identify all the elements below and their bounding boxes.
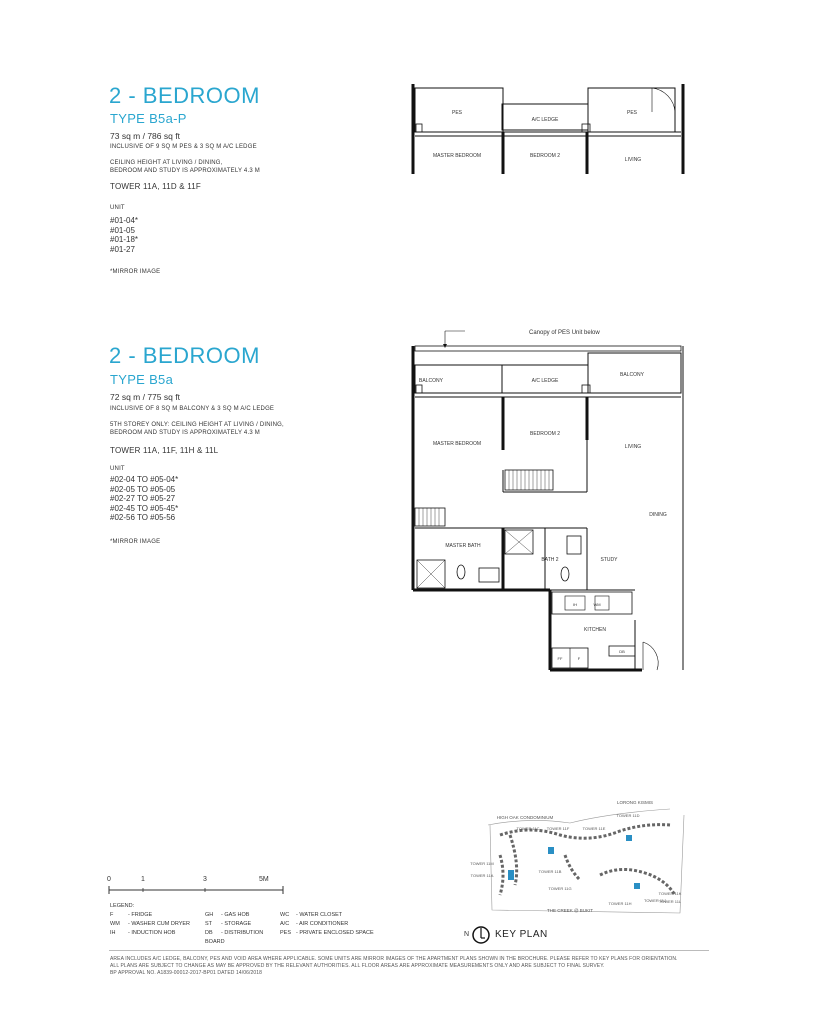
scale-tick-label: 1	[141, 876, 145, 883]
label-ac-ledge: A/C LEDGE	[531, 117, 559, 123]
label-kitchen: KITCHEN	[584, 627, 606, 633]
section2-unit-label: UNIT	[110, 466, 125, 472]
unit-item: #02-56 TO #05-56	[110, 513, 176, 522]
svg-text:TOWER 11E: TOWER 11E	[582, 826, 606, 831]
north-arrow-icon	[471, 925, 491, 945]
unit-item: #01-27	[110, 244, 135, 254]
svg-text:TOWER 11G: TOWER 11G	[548, 886, 572, 891]
label-bath2: BATH 2	[541, 557, 559, 563]
floor-plan-b5a-p	[405, 84, 690, 174]
unit-item: #02-45 TO #05-45*	[110, 503, 179, 513]
highlight-unit	[626, 835, 632, 841]
label-high-oak: HIGH OAK CONDOMINIUM	[496, 815, 554, 820]
label-living: LIVING	[624, 444, 642, 450]
unit-item: #02-05 TO #05-05	[110, 484, 176, 494]
label-living: LIVING	[624, 157, 642, 163]
key-plan-title	[464, 925, 594, 947]
section1-inclusive: INCLUSIVE OF 9 SQ M PES & 3 SQ M A/C LEDGE	[110, 144, 257, 150]
unit-item: #01-05	[110, 225, 135, 235]
svg-text:TOWER 11J: TOWER 11J	[643, 898, 667, 903]
section2-type: TYPE B5a	[110, 372, 174, 387]
label-pes-right: PES	[626, 110, 638, 116]
footer-divider	[109, 950, 709, 951]
label-bedroom2: BEDROOM 2	[529, 153, 561, 159]
section2-mirror-note: *MIRROR IMAGE	[110, 539, 161, 545]
label-master-bath: MASTER BATH	[445, 543, 481, 549]
scale-tick-label: 5M	[259, 876, 269, 883]
svg-text:TOWER 11L: TOWER 11L	[658, 899, 682, 904]
section2-ceiling-2: BEDROOM AND STUDY IS APPROXIMATELY 4.3 M	[110, 430, 260, 436]
label-creek: THE CREEK @ BUKIT	[546, 908, 594, 913]
section1-mirror-note: *MIRROR IMAGE	[110, 269, 161, 275]
highlight-unit	[548, 847, 554, 854]
label-balcony-right: BALCONY	[620, 372, 644, 378]
section1-type: TYPE B5a-P	[110, 111, 187, 126]
label-dining: DINING	[649, 512, 667, 518]
legend-title: LEGEND:	[110, 903, 135, 909]
footer-line: ALL PLANS ARE SUBJECT TO CHANGE AS MAY BE APPROVED BY THE RELEVANT AUTHORITIES. ALL FLOOR AREAS ARE APPROXIMATE MEASUREMENTS ONLY AND ARE SUBJECT TO FINAL SURVEY.	[110, 963, 605, 969]
scale-tick-label: 0	[107, 876, 111, 883]
section2-unit-list	[110, 475, 178, 523]
label-wm: WM	[593, 602, 601, 607]
legend	[110, 902, 410, 947]
section2-tower: TOWER 11A, 11F, 11H & 11L	[110, 446, 219, 455]
section1-ceiling-1: CEILING HEIGHT AT LIVING / DINING,	[110, 160, 223, 166]
svg-text:TOWER 11B: TOWER 11B	[538, 869, 562, 874]
svg-text:TOWER 11C: TOWER 11C	[516, 826, 540, 831]
highlight-unit	[508, 870, 514, 880]
label-bedroom2: BEDROOM 2	[529, 431, 561, 437]
label-ac-ledge: A/C LEDGE	[531, 378, 559, 384]
section1-title: 2 - BEDROOM	[109, 83, 260, 108]
svg-text:TOWER 11K: TOWER 11K	[658, 891, 682, 896]
section1-area: 73 sq m / 786 sq ft	[110, 131, 180, 141]
section2-area: 72 sq m / 775 sq ft	[110, 392, 180, 402]
unit-item: #01-18*	[110, 235, 139, 244]
label-study: STUDY	[600, 557, 618, 563]
label-ff: FF	[557, 656, 563, 661]
legend-row: IH - INDUCTION HOB DB - DISTRIBUTION BOARD PES - PRIVATE ENCLOSED SPACE	[110, 930, 374, 945]
section1-ceiling-2: BEDROOM AND STUDY IS APPROXIMATELY 4.3 M	[110, 168, 260, 174]
section1-unit-list	[110, 216, 138, 254]
svg-text:TOWER 11F: TOWER 11F	[546, 826, 570, 831]
svg-text:TOWER 11A: TOWER 11A	[470, 873, 494, 878]
scale-tick-label: 3	[203, 876, 207, 883]
label-balcony-left: BALCONY	[419, 378, 443, 384]
label-db: DB	[619, 649, 625, 654]
section2-inclusive: INCLUSIVE OF 8 SQ M BALCONY & 3 SQ M A/C LEDGE	[110, 406, 275, 412]
label-lorong: LORONG KISMIS	[616, 800, 654, 805]
canopy-note: Canopy of PES Unit below	[529, 330, 600, 336]
section2-ceiling-1: 5TH STOREY ONLY: CEILING HEIGHT AT LIVING / DINING,	[110, 422, 284, 428]
scale-line	[107, 886, 287, 894]
scale-bar	[107, 876, 287, 896]
north-letter: N	[464, 931, 470, 938]
svg-text:TOWER 11H: TOWER 11H	[608, 901, 632, 906]
footer-line: BP APPROVAL NO. A1839-00012-2017-BP01 DATED 14/06/2018	[110, 970, 262, 976]
key-plan-label: KEY PLAN	[495, 929, 548, 940]
label-f: F	[577, 656, 581, 661]
label-master-bedroom: MASTER BEDROOM	[432, 153, 482, 159]
highlight-unit	[634, 883, 640, 889]
key-plan-map	[470, 795, 695, 920]
footer-notes	[110, 956, 710, 977]
floor-plan-b5a	[405, 320, 690, 676]
label-ih: IH	[573, 602, 577, 607]
unit-item: #02-04 TO #05-04*	[110, 475, 179, 484]
canopy-line	[415, 346, 681, 351]
svg-text:TOWER 11M: TOWER 11M	[470, 861, 494, 866]
footer-line: AREA INCLUDES A/C LEDGE, BALCONY, PES AND VOID AREA WHERE APPLICABLE. SOME UNITS ARE MIRROR IMAGES OF THE APARTMENT PLANS SHOWN IN THE BROCHURE. PLEASE REFER TO KEY PLANS FOR ORIENTATION.	[110, 956, 678, 962]
legend-row: F - FRIDGE GH - GAS HOB WC - WATER CLOSET	[110, 912, 343, 918]
legend-row: WM - WASHER CUM DRYER ST - STORAGE A/C - AIR CONDITIONER	[110, 921, 349, 927]
section2-title: 2 - BEDROOM	[109, 343, 260, 368]
unit-item: #02-27 TO #05-27	[110, 494, 176, 503]
label-pes-left: PES	[451, 110, 463, 116]
svg-text:TOWER 11D: TOWER 11D	[616, 813, 640, 818]
section1-unit-label: UNIT	[110, 205, 125, 211]
unit-item: #01-04*	[110, 216, 139, 225]
label-master-bedroom: MASTER BEDROOM	[432, 441, 482, 447]
section1-tower: TOWER 11A, 11D & 11F	[110, 182, 201, 191]
